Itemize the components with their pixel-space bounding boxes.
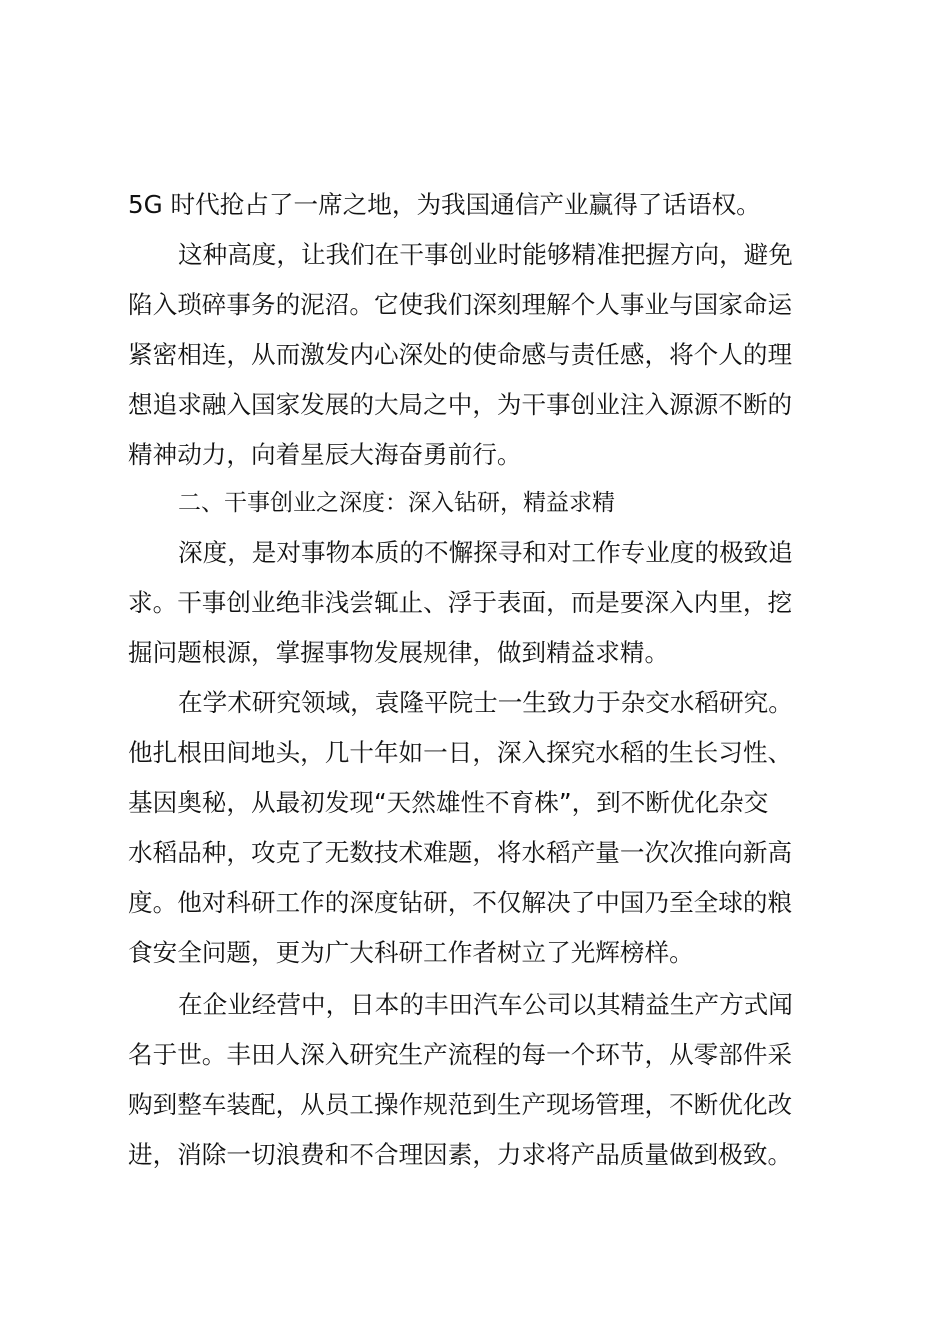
paragraph-line: 想追求融入国家发展的大局之中，为干事创业注入源源不断的	[128, 390, 793, 419]
paragraph-line: 求。干事创业绝非浅尝辄止、浮于表面，而是要深入内里，挖	[128, 588, 793, 617]
paragraph-line: 进，消除一切浪费和不合理因素，力求将产品质量做到极致。	[128, 1140, 793, 1169]
paragraph-line: 5G 时代抢占了一席之地，为我国通信产业赢得了话语权。	[128, 190, 761, 219]
paragraph-line: 名于世。丰田人深入研究生产流程的每一个环节，从零部件采	[128, 1040, 793, 1069]
paragraph-line: 在学术研究领域，袁隆平院士一生致力于杂交水稻研究。	[178, 688, 793, 717]
paragraph-line: 深度，是对事物本质的不懈探寻和对工作专业度的极致追	[178, 538, 793, 567]
paragraph-line: 在企业经营中，日本的丰田汽车公司以其精益生产方式闻	[178, 990, 793, 1019]
paragraph-line: 这种高度，让我们在干事创业时能够精准把握方向，避免	[178, 240, 793, 269]
paragraph-line: 紧密相连，从而激发内心深处的使命感与责任感，将个人的理	[128, 340, 793, 369]
paragraph-line: 水稻品种，攻克了无数技术难题，将水稻产量一次次推向新高	[128, 838, 793, 867]
paragraph-line: 食安全问题，更为广大科研工作者树立了光辉榜样。	[128, 938, 694, 967]
section-heading: 二、干事创业之深度：深入钻研，精益求精	[178, 490, 615, 516]
paragraph-line: 精神动力，向着星辰大海奋勇前行。	[128, 440, 522, 469]
paragraph-line: 掘问题根源，掌握事物发展规律，做到精益求精。	[128, 638, 670, 667]
paragraph-line: 购到整车装配，从员工操作规范到生产现场管理，不断优化改	[128, 1090, 793, 1119]
paragraph-line: 度。他对科研工作的深度钻研，不仅解决了中国乃至全球的粮	[128, 888, 793, 917]
paragraph-line: 陷入琐碎事务的泥沼。它使我们深刻理解个人事业与国家命运	[128, 290, 793, 319]
paragraph-line: 他扎根田间地头，几十年如一日，深入探究水稻的生长习性、	[128, 738, 793, 767]
paragraph-line: 基因奥秘，从最初发现“天然雄性不育株”，到不断优化杂交	[128, 788, 769, 817]
